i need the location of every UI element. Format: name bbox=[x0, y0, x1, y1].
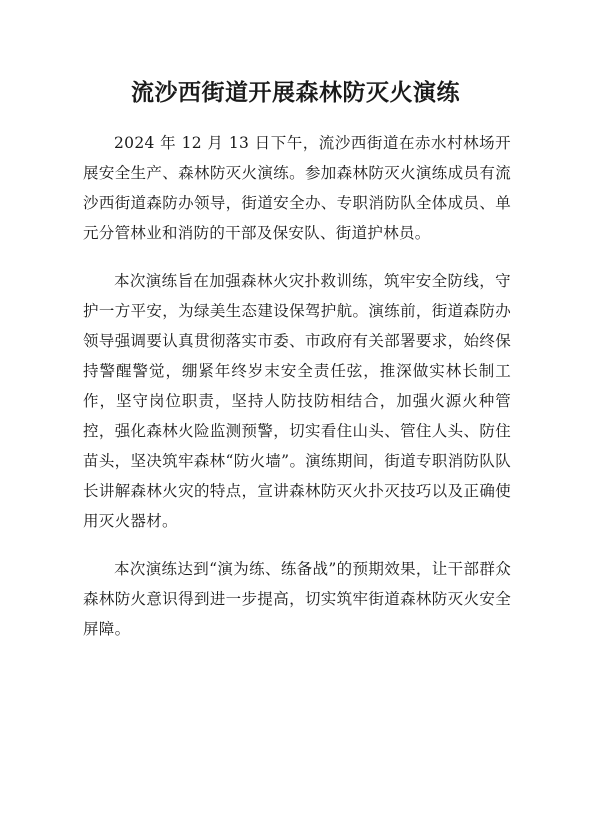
paragraph-2: 本次演练旨在加强森林火灾扑救训练，筑牢安全防线，守护一方平安，为绿美生态建设保驾护航。演练前，街道森防办领导强调要认真贯彻落实市委、市政府有关部署要求，始终保持警醒警觉，绷紧年终岁末安全责任弦，推深做实林长制工作，坚守岗位职责，坚持人防技防相结合，加强火源火种管控，强化森林火险监测预警，切实看住山头、管住人头、防住苗头，坚决筑牢森林“防火墙”。演练期间，街道专职消防队队长讲解森林火灾的特点，宣讲森林防灭火扑灭技巧以及正确使用灭火器材。 bbox=[83, 272, 511, 530]
document-title: 流沙西街道开展森林防灭火演练 bbox=[131, 79, 460, 106]
document-body bbox=[83, 128, 511, 662]
paragraph-1: 2024 年 12 月 13 日下午，流沙西街道在赤水村林场开展安全生产、森林防灭火演练。参加森林防灭火演练成员有流沙西街道森防办领导，街道安全办、专职消防队全体成员、单元分管林业和消防的干部及保安队、街道护林员。 bbox=[83, 134, 511, 242]
paragraph-3: 本次演练达到“演为练、练备战”的预期效果，让干部群众森林防火意识得到进一步提高，切实筑牢街道森林防灭火安全屏障。 bbox=[83, 560, 511, 638]
